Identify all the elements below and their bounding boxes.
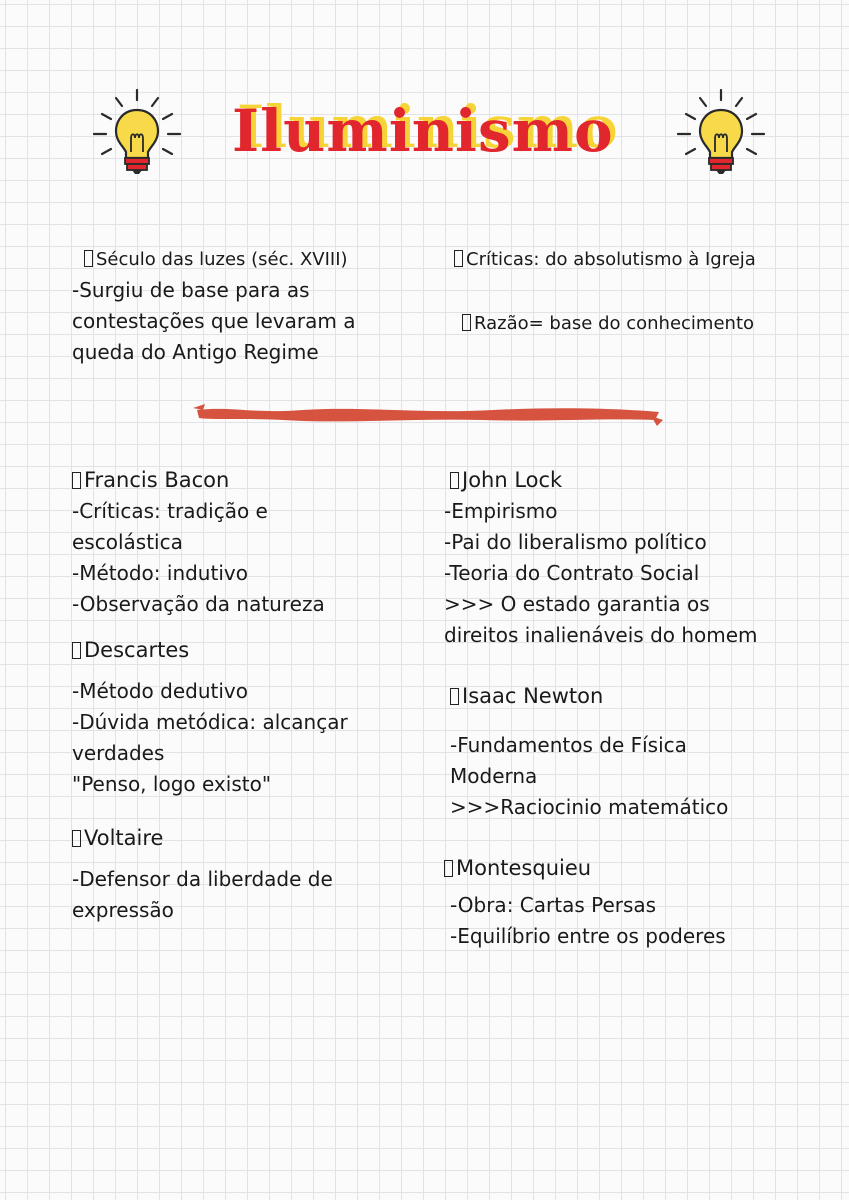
section-line: direitos inalienáveis do homem — [444, 623, 758, 647]
section-line: -Empirismo — [444, 499, 558, 523]
checkbox-icon — [444, 860, 453, 877]
checkbox-icon — [462, 314, 471, 331]
checkbox-icon — [84, 250, 93, 267]
section-line: -Fundamentos de Física — [450, 733, 687, 757]
section-line: -Pai do liberalismo político — [444, 530, 707, 554]
intro-right-point-1-text: Críticas: do absolutismo à Igreja — [466, 249, 756, 270]
intro-right-point-2-text: Razão= base do conhecimento — [474, 313, 755, 334]
section-isaac-newton — [450, 681, 728, 823]
intro-left-line: -Surgiu de base para as — [72, 278, 310, 302]
light-bulb-icon — [88, 86, 186, 178]
section-line: -Observação da natureza — [72, 592, 325, 616]
intro-left-block — [72, 244, 355, 368]
brush-divider — [193, 398, 663, 432]
intro-right-point-1 — [454, 244, 756, 275]
section-heading-text: Montesquieu — [456, 856, 592, 880]
section-montesquieu — [444, 853, 726, 952]
section-voltaire — [72, 823, 333, 926]
section-heading-text: John Lock — [462, 468, 563, 492]
section-heading-text: Francis Bacon — [84, 468, 230, 492]
section-line: Moderna — [450, 764, 538, 788]
intro-left-line: contestações que levaram a — [72, 309, 356, 333]
checkbox-icon — [72, 642, 81, 659]
checkbox-icon — [454, 250, 463, 267]
section-heading — [450, 681, 728, 712]
checkbox-icon — [72, 472, 81, 489]
intro-left-heading — [72, 244, 355, 275]
section-line: -Método: indutivo — [72, 561, 248, 585]
checkbox-icon — [72, 830, 81, 847]
section-heading-text: Voltaire — [84, 826, 164, 850]
section-line: -Equilíbrio entre os poderes — [450, 924, 726, 948]
section-line: -Críticas: tradição e — [72, 499, 268, 523]
section-francis-bacon — [72, 465, 325, 620]
section-john-lock — [444, 465, 758, 651]
checkbox-icon — [450, 472, 459, 489]
page-title: Iluminismo — [232, 97, 614, 165]
checkbox-icon — [450, 688, 459, 705]
section-heading — [72, 823, 333, 854]
section-line: -Dúvida metódica: alcançar — [72, 710, 348, 734]
section-heading — [72, 635, 348, 666]
section-heading-text: Descartes — [84, 638, 190, 662]
section-heading — [72, 465, 325, 496]
intro-left-heading-text: Século das luzes (séc. XVIII) — [96, 249, 348, 270]
section-line: -Teoria do Contrato Social — [444, 561, 700, 585]
light-bulb-icon — [672, 86, 770, 178]
section-line: expressão — [72, 898, 174, 922]
section-line: verdades — [72, 741, 165, 765]
section-line: >>> O estado garantia os — [444, 592, 710, 616]
section-line: -Defensor da liberdade de — [72, 867, 333, 891]
intro-right-point-2 — [462, 308, 754, 339]
section-line: -Método dedutivo — [72, 679, 248, 703]
section-heading — [444, 853, 726, 884]
section-line: -Obra: Cartas Persas — [450, 893, 657, 917]
section-line: "Penso, logo existo" — [72, 772, 272, 796]
section-descartes — [72, 635, 348, 800]
section-heading-text: Isaac Newton — [462, 684, 604, 708]
intro-left-line: queda do Antigo Regime — [72, 340, 319, 364]
section-heading — [444, 465, 758, 496]
section-line: escolástica — [72, 530, 183, 554]
section-line: >>>Raciocinio matemático — [450, 795, 729, 819]
